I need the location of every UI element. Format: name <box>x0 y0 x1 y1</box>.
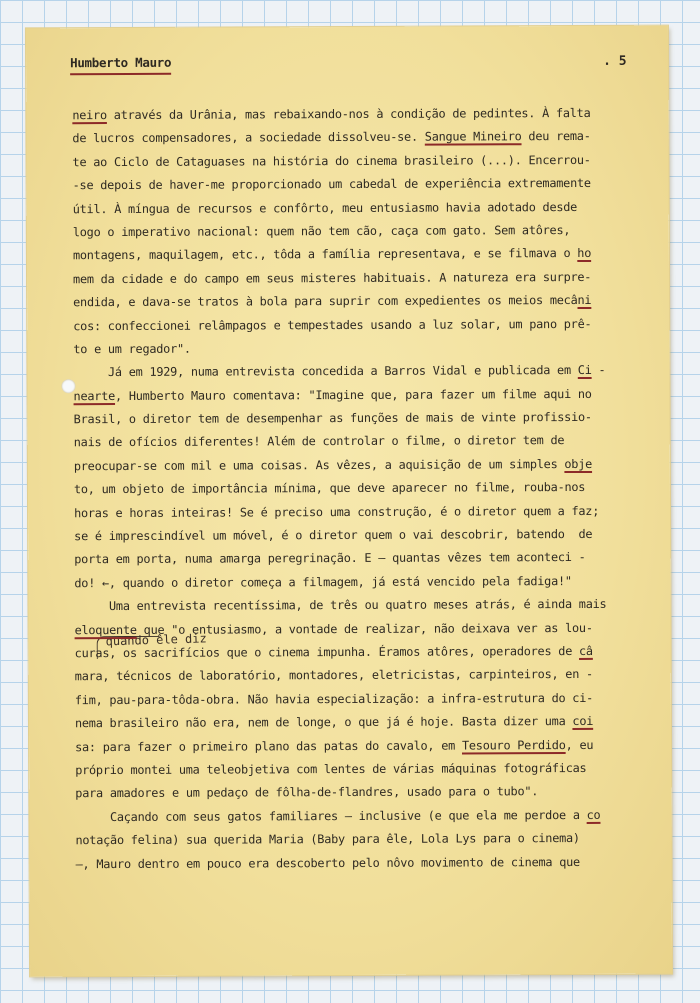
text-run: , Humberto Mauro comentava: "Imagine que, para fazer um filme aqui no <box>114 386 592 403</box>
typewritten-page <box>26 26 672 977</box>
text-line <box>73 382 635 408</box>
underlined-text: nearte <box>73 388 116 403</box>
text-line <box>75 616 637 642</box>
text-run: horas e horas inteiras! Se é preciso uma construção, é o diretor quem a faz; <box>74 503 600 520</box>
text-run: preocupar-se com mil e uma coisas. As vêzes, a aquisição de um simples <box>73 456 565 474</box>
text-line <box>75 640 637 666</box>
handwritten-insertion: quando êle diz <box>105 631 207 649</box>
running-header-author: Humberto Mauro <box>70 55 171 75</box>
text-line <box>73 336 635 362</box>
underlined-text: eloquente <box>74 622 137 637</box>
text-line <box>74 593 636 619</box>
text-run: Brasil, o diretor tem de desempenhar as funções de mais de vinte profissio- <box>73 410 592 427</box>
text-line <box>75 710 637 736</box>
text-line <box>74 476 636 502</box>
text-line <box>73 312 635 338</box>
text-run: sa: para fazer o primeiro plano das patas do cavalo, em <box>75 738 463 754</box>
text-run: para amadores e um pedaço de fôlha-de-flandres, usado para o tubo". <box>75 784 539 801</box>
text-run: logo o imperativo nacional: quem não tem cão, caça com gato. Sem atôres, <box>72 222 571 240</box>
text-run: cos: confeccionei relâmpagos e tempestades usando a luz solar, um pano prê- <box>73 316 592 333</box>
page-number: . 5 <box>603 53 627 69</box>
text-run: útil. À míngua de recursos e confôrto, meu entusiasmo havia adotado desde <box>72 199 578 216</box>
text-line <box>76 850 638 876</box>
text-run: Caçando com seus gatos familiares — inclusive (e que ela me perdoe a <box>75 807 587 824</box>
text-line <box>74 570 636 596</box>
text-run: -se depois de haver-me proporcionado um cabedal de experiência extremamente <box>72 176 591 193</box>
text-run: to e um regador". <box>73 341 191 357</box>
text-run: Uma entrevista recentíssima, de três ou quatro meses atrás, é ainda mais <box>74 597 607 614</box>
text-line <box>73 265 635 291</box>
underlined-text: Ci <box>577 363 592 378</box>
underlined-text: ho <box>577 246 592 261</box>
text-line <box>72 149 634 175</box>
text-run: se é imprescindível um móvel, é o diretor quem o vai descobrir, batendo de <box>74 526 593 544</box>
text-run: que "o entusiasmo, a vontade de realizar, não deixava ver as lou- <box>136 620 593 637</box>
text-run: deu rema- <box>521 129 591 144</box>
underlined-text: obje <box>564 456 593 471</box>
text-line <box>75 757 637 783</box>
text-run: mem da cidade e do campo em seus misteres habituais. A natureza era surpre- <box>72 269 592 286</box>
text-run: fim, pau-para-tôda-obra. Não havia especialização: a infra-estrutura do ci- <box>74 690 594 707</box>
text-run: endida, e dava-se tratos à bola para suprir com expedientes os meios mecâ <box>73 293 578 310</box>
text-line <box>75 803 637 829</box>
text-run: , eu <box>565 737 594 752</box>
underlined-text: neiro <box>72 108 107 123</box>
text-line <box>74 406 636 432</box>
text-line <box>73 219 635 245</box>
text-run: te ao Ciclo de Cataguases na história do cinema brasileiro (...). Encerrou- <box>72 152 591 169</box>
text-line <box>75 827 637 853</box>
underlined-text: co <box>586 807 601 822</box>
text-run: curas, os sacrifícios que o cinema impunha. Éramos atôres, operadores de <box>74 643 580 661</box>
text-line <box>72 125 634 151</box>
underlined-text: câ <box>578 643 593 658</box>
text-line <box>73 289 635 315</box>
underlined-text: ni <box>577 293 592 308</box>
text-run: Já em 1929, numa entrevista concedida a Barros Vidal e publicada em <box>73 363 578 380</box>
text-line <box>75 687 637 713</box>
text-line <box>74 546 636 572</box>
text-line <box>75 663 637 689</box>
text-run: de lucros compensadores, a sociedade dissolveu-se. <box>72 130 425 146</box>
text-line <box>74 453 636 479</box>
text-line <box>74 523 636 549</box>
text-run: mara, técnicos de laboratório, montadores, eletricistas, carpinteiros, en - <box>74 667 593 684</box>
text-run: —, Mauro dentro em pouco era descoberto pelo nôvo movimento de cinema que <box>75 854 580 871</box>
text-run: to, um objeto de importância mínima, que deve aparecer no filme, rouba-nos <box>73 480 586 497</box>
text-run: notação felina) sua querida Maria (Baby para êle, Lola Lys para o cinema) <box>75 831 580 848</box>
body-text <box>72 102 637 876</box>
text-line <box>75 780 637 806</box>
underlined-text: coi <box>572 714 594 729</box>
text-line <box>73 195 635 221</box>
text-line <box>73 172 635 198</box>
text-run: próprio montei uma teleobjetiva com lentes de várias máquinas fotográficas <box>75 760 587 778</box>
text-run: através da Urânia, mas rebaixando-nos à condição de pedintes. À falta <box>106 105 591 123</box>
text-line <box>74 499 636 525</box>
text-line <box>74 429 636 455</box>
underlined-text: Sangue Mineiro <box>424 129 522 145</box>
text-run: do! ←, quando o diretor começa a filmagem, já está vencido pela fadiga!" <box>74 573 572 591</box>
text-run: montagens, maquilagem, etc., tôda a família representava, e se filmava o <box>72 246 578 263</box>
text-line <box>73 242 635 268</box>
text-run: nais de ofícios diferentes! Além de controlar o filme, o diretor tem de <box>73 433 565 450</box>
text-line <box>75 733 637 759</box>
text-run: nema brasileiro não era, nem de longe, o que já é hoje. Basta dizer uma <box>74 714 573 731</box>
underlined-text: Tesouro Perdido <box>461 737 566 753</box>
text-run: porta em porta, numa amarga peregrinação. E — quantas vêzes tem aconteci - <box>74 550 586 567</box>
text-run: - <box>591 363 606 378</box>
text-line <box>73 359 635 385</box>
text-line <box>72 102 634 128</box>
